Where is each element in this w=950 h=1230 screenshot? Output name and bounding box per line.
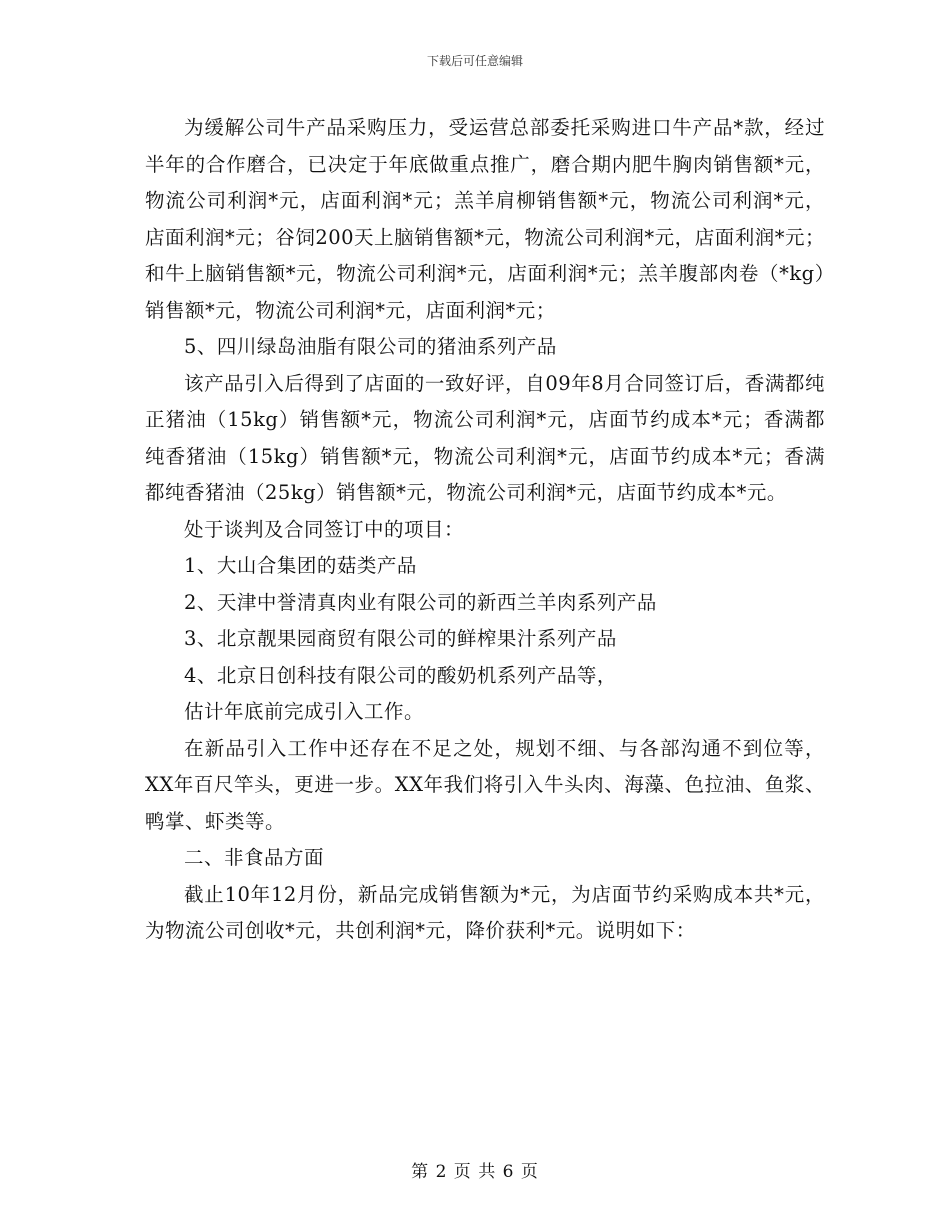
list-item-project-2: 2、天津中誉清真肉业有限公司的新西兰羊肉系列产品 — [184, 590, 657, 614]
heading-non-food: 二、非食品方面 — [184, 846, 325, 869]
page-footer: 第 2 页 共 6 页 — [411, 1162, 539, 1182]
heading-lard-products: 5、四川绿岛油脂有限公司的猪油系列产品 — [184, 335, 557, 358]
paragraph-lard-products: 该产品引入后得到了店面的一致好评，自09年8月合同签订后，香满都纯正猪油（15kg）销售额*元，物流公司利润*元，店面节约成本*元；香满都纯香猪油（15kg）销售额*元，物流公司利润*元，店面节约成本*元；香满都纯香猪油（25kg）销售额*元，物流公司利润*元，店面节约成本*元。 — [145, 371, 825, 504]
list-item-project-4: 4、北京日创科技有限公司的酸奶机系列产品等， — [184, 663, 617, 687]
paragraph-non-food-summary: 截止10年12月份，新品完成销售额为*元，为店面节约采购成本共*元，为物流公司创收*元，共创利润*元，降价获利*元。说明如下： — [145, 882, 825, 942]
list-item-project-1: 1、大山合集团的菇类产品 — [184, 554, 417, 577]
document-body — [145, 110, 825, 950]
paragraph-beef-products: 为缓解公司牛产品采购压力，受运营总部委托采购进口牛产品*款，经过半年的合作磨合，已决定于年底做重点推广，磨合期内肥牛胸肉销售额*元，物流公司利润*元，店面利润*元；羔羊肩柳销售额*元，物流公司利润*元，店面利润*元；谷饲200天上脑销售额*元，物流公司利润*元，店面利润*元；和牛上脑销售额*元，物流公司利润*元，店面利润*元；羔羊腹部肉卷（*kg）销售额*元，物流公司利润*元，店面利润*元； — [145, 116, 825, 322]
list-item-project-3: 3、北京靓果园商贸有限公司的鲜榨果汁系列产品 — [184, 627, 617, 650]
paragraph-estimate: 估计年底前完成引入工作。 — [184, 700, 425, 723]
page-header: 下载后可任意编辑 — [426, 54, 523, 68]
heading-projects-in-negotiation: 处于谈判及合同签订中的项目： — [184, 517, 465, 541]
paragraph-shortcomings: 在新品引入工作中还存在不足之处，规划不细、与各部沟通不到位等，XX年百尺竿头，更进一步。XX年我们将引入牛头肉、海藻、色拉油、鱼浆、鸭掌、虾类等。 — [145, 736, 825, 833]
